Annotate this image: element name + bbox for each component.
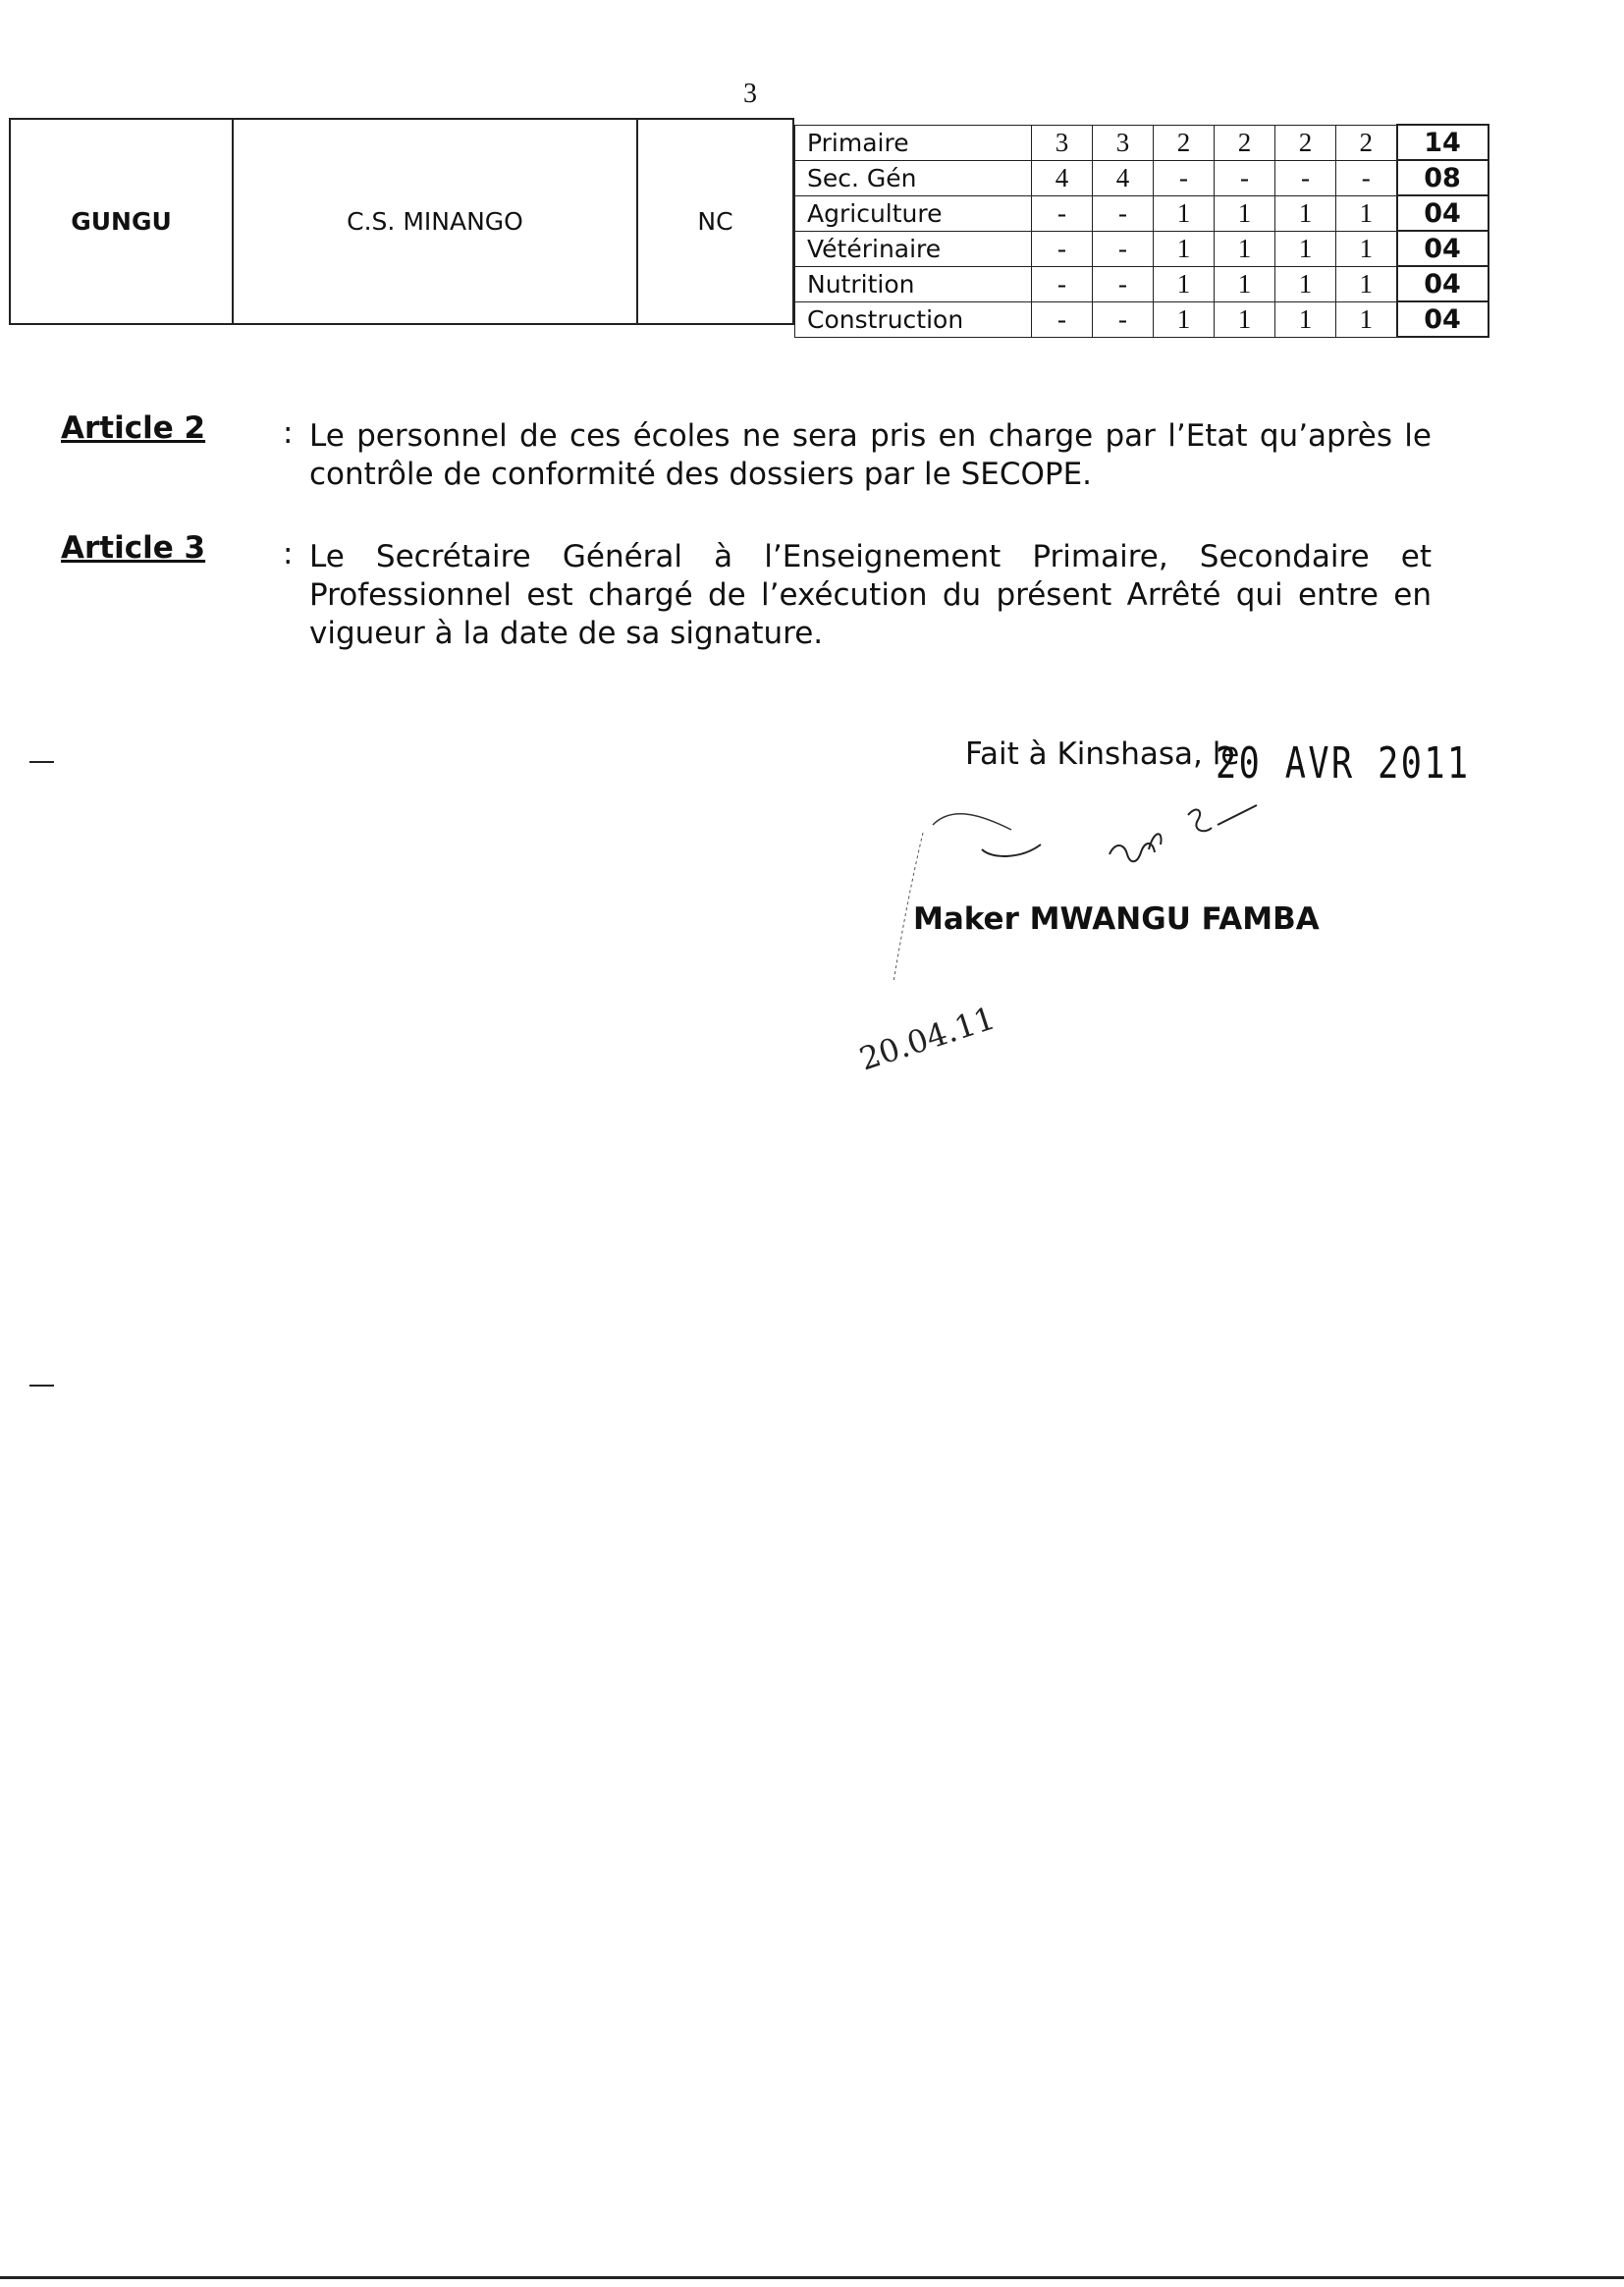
option-name: Agriculture <box>795 195 1032 231</box>
class-count-cell: 3 <box>1093 125 1154 160</box>
class-count-cell: 3 <box>1032 125 1093 160</box>
class-count-cell: - <box>1032 266 1093 301</box>
class-count-cell: 1 <box>1154 195 1215 231</box>
option-row <box>795 125 1489 160</box>
class-count-cell: 1 <box>1275 266 1336 301</box>
option-row <box>795 231 1489 266</box>
signature-place: Fait à Kinshasa, le <box>965 736 1240 772</box>
signatory-name: Maker MWANGU FAMBA <box>913 901 1320 937</box>
class-count-cell: 1 <box>1154 301 1215 337</box>
class-count-cell: 1 <box>1215 301 1275 337</box>
margin-mark <box>29 1385 54 1387</box>
article-3-colon: : <box>283 536 294 572</box>
class-count-cell: - <box>1215 160 1275 195</box>
class-count-cell: 1 <box>1215 231 1275 266</box>
class-count-cell: 1 <box>1215 266 1275 301</box>
class-count-cell: 1 <box>1275 195 1336 231</box>
class-count-cell: - <box>1032 195 1093 231</box>
class-count-cell: 1 <box>1154 266 1215 301</box>
article-3-text: Le Secrétaire Général à l’Enseignement Primaire, Secondaire et Professionnel est chargé de l’exécution du présent Arrêté qui entre en vigueur à la date de sa signature. <box>309 539 1432 651</box>
class-count-cell: 1 <box>1275 231 1336 266</box>
school-status-cell: NC <box>637 119 793 324</box>
class-count-cell: 1 <box>1336 301 1397 337</box>
option-name: Primaire <box>795 125 1032 160</box>
page-bottom-rule <box>0 2276 1624 2279</box>
class-count-cell: 2 <box>1215 125 1275 160</box>
article-3-label: Article 3 <box>61 530 206 566</box>
class-count-cell: - <box>1275 160 1336 195</box>
class-count-cell: - <box>1154 160 1215 195</box>
district-cell: GUNGU <box>10 119 233 324</box>
article-2-text: Le personnel de ces écoles ne sera pris en charge par l’Etat qu’après le contrôle de conformité des dossiers par le SECOPE. <box>309 418 1432 492</box>
option-row <box>795 160 1489 195</box>
class-count-cell: 1 <box>1336 231 1397 266</box>
article-2-colon: : <box>283 415 294 451</box>
class-count-cell: - <box>1093 266 1154 301</box>
signature-date-stamp: 20 AVR 2011 <box>1216 738 1471 789</box>
class-count-cell: 4 <box>1093 160 1154 195</box>
handwritten-signature <box>854 786 1159 1100</box>
page-number: 3 <box>743 79 757 109</box>
option-total: 04 <box>1397 266 1489 301</box>
option-total: 04 <box>1397 195 1489 231</box>
class-count-cell: - <box>1093 195 1154 231</box>
class-count-cell: 1 <box>1275 301 1336 337</box>
class-count-cell: 1 <box>1336 266 1397 301</box>
class-count-cell: 1 <box>1336 195 1397 231</box>
class-count-cell: - <box>1093 301 1154 337</box>
class-count-cell: - <box>1032 301 1093 337</box>
margin-mark <box>29 761 54 763</box>
option-total: 04 <box>1397 231 1489 266</box>
option-total: 04 <box>1397 301 1489 337</box>
option-row <box>795 301 1489 337</box>
class-count-cell: 2 <box>1336 125 1397 160</box>
class-count-cell: 4 <box>1032 160 1093 195</box>
class-count-cell: 2 <box>1275 125 1336 160</box>
option-total: 14 <box>1397 125 1489 160</box>
class-count-cell: - <box>1032 231 1093 266</box>
option-name: Vétérinaire <box>795 231 1032 266</box>
school-name-cell: C.S. MINANGO <box>233 119 637 324</box>
option-row <box>795 266 1489 301</box>
article-2-label: Article 2 <box>61 410 206 446</box>
option-total: 08 <box>1397 160 1489 195</box>
school-table <box>9 118 794 325</box>
class-count-cell: - <box>1093 231 1154 266</box>
options-table <box>794 124 1489 338</box>
class-count-cell: 2 <box>1154 125 1215 160</box>
option-name: Nutrition <box>795 266 1032 301</box>
option-name: Sec. Gén <box>795 160 1032 195</box>
class-count-cell: 1 <box>1215 195 1275 231</box>
class-count-cell: - <box>1336 160 1397 195</box>
option-name: Construction <box>795 301 1032 337</box>
option-row <box>795 195 1489 231</box>
class-count-cell: 1 <box>1154 231 1215 266</box>
handwritten-date: 20.04.11 <box>854 999 1000 1078</box>
